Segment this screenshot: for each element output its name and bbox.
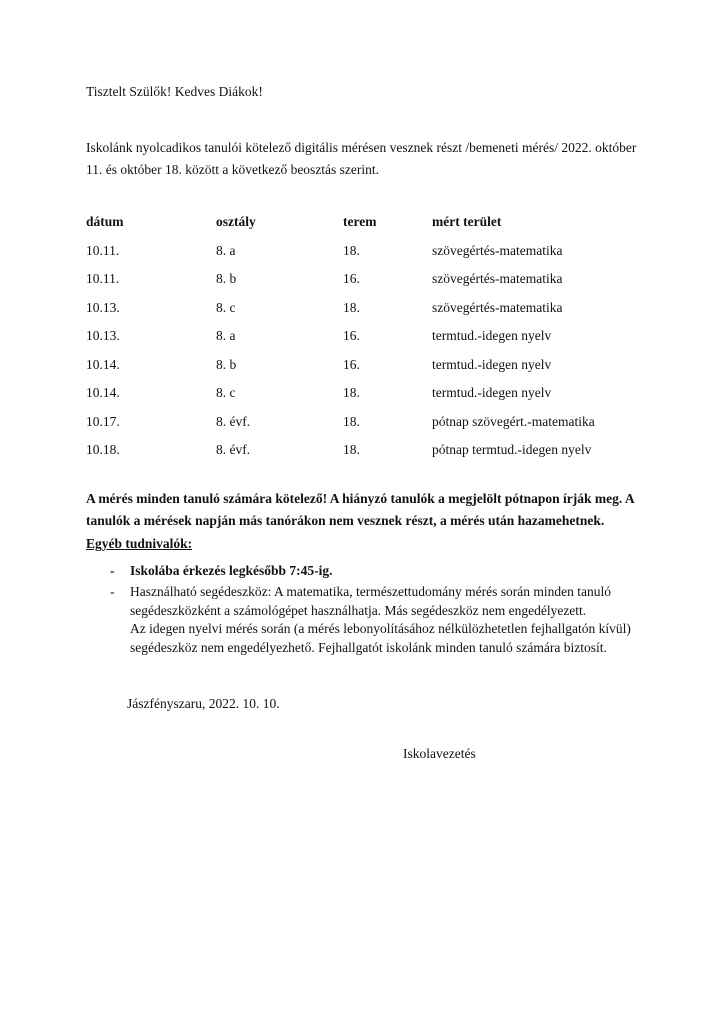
table-cell: pótnap szövegért.-matematika — [432, 413, 595, 429]
table-row — [86, 322, 646, 351]
bullet-paragraph: Iskolába érkezés legkésőbb 7:45-ig. — [130, 562, 333, 578]
notice-paragraph: A mérés minden tanuló számára kötelező! A hiányzó tanulók a megjelölt pótnapon írják meg. A tanulók a mérések napján más tanórákon nem vesznek részt, a mérés után hazamehetnek. — [86, 490, 634, 528]
table-cell: 16. — [343, 356, 360, 372]
table-cell: 10.13. — [86, 299, 120, 315]
table-cell: 10.11. — [86, 271, 120, 287]
bullet-paragraph: Az idegen nyelvi mérés során (a mérés lebonyolításához nélkülözhetetlen fejhallgatón kívül) segédeszköz nem engedélyezhető. Fejhallgatót iskolánk minden tanuló számára biztosít. — [130, 621, 631, 655]
column-header-mert-terulet: mért terület — [432, 214, 502, 230]
schedule-table-body — [86, 237, 646, 465]
column-header-datum: dátum — [86, 214, 124, 230]
greeting-line: Tisztelt Szülők! Kedves Diákok! — [86, 84, 263, 99]
table-cell: szövegértés-matematika — [432, 242, 563, 258]
list-item-arrival — [86, 562, 646, 581]
table-row — [86, 237, 646, 266]
table-cell: pótnap termtud.-idegen nyelv — [432, 442, 592, 458]
schedule-table — [86, 208, 646, 465]
other-info-heading: Egyéb tudnivalók: — [86, 535, 193, 551]
signature: Iskolavezetés — [403, 746, 476, 761]
table-cell: 10.13. — [86, 328, 120, 344]
table-cell: 18. — [343, 442, 360, 458]
table-row — [86, 408, 646, 437]
table-cell: 10.14. — [86, 385, 120, 401]
date-line: Jászfényszaru, 2022. 10. 10. — [127, 696, 280, 711]
table-row — [86, 379, 646, 408]
table-cell: 8. a — [216, 328, 236, 344]
bullet-marker: - — [110, 562, 115, 578]
table-row — [86, 351, 646, 380]
table-cell: 10.11. — [86, 242, 120, 258]
table-header-row — [86, 208, 646, 237]
bullet-paragraph: Használható segédeszköz: A matematika, természettudomány mérés során minden tanuló segédeszközként a számológépet használhatja. Más segédeszköz nem engedélyezett. — [130, 584, 611, 618]
table-cell: 8. a — [216, 242, 236, 258]
table-cell: termtud.-idegen nyelv — [432, 385, 552, 401]
table-row — [86, 294, 646, 323]
table-cell: 16. — [343, 271, 360, 287]
table-row — [86, 265, 646, 294]
list-item-tools — [86, 583, 646, 657]
table-cell: 10.14. — [86, 356, 120, 372]
table-cell: 8. b — [216, 356, 237, 372]
table-cell: 18. — [343, 413, 360, 429]
bullet-marker: - — [110, 584, 115, 599]
table-cell: 8. évf. — [216, 413, 251, 429]
table-cell: 16. — [343, 328, 360, 344]
table-cell: 8. c — [216, 299, 236, 315]
other-info-list — [86, 562, 646, 658]
table-cell: 8. b — [216, 271, 237, 287]
column-header-terem: terem — [343, 214, 377, 230]
table-cell: szövegértés-matematika — [432, 299, 563, 315]
table-cell: szövegértés-matematika — [432, 271, 563, 287]
table-cell: 10.17. — [86, 413, 120, 429]
table-cell: 18. — [343, 299, 360, 315]
table-cell: termtud.-idegen nyelv — [432, 328, 552, 344]
intro-paragraph: Iskolánk nyolcadikos tanulói kötelező digitális mérésen vesznek részt /bemeneti mérés/ 2022. október 11. és október 18. között a következő beosztás szerint. — [86, 140, 637, 177]
table-cell: 8. évf. — [216, 442, 251, 458]
table-cell: 18. — [343, 242, 360, 258]
column-header-osztaly: osztály — [216, 214, 256, 230]
table-row — [86, 436, 646, 465]
table-cell: termtud.-idegen nyelv — [432, 356, 552, 372]
table-cell: 18. — [343, 385, 360, 401]
table-cell: 8. c — [216, 385, 236, 401]
table-cell: 10.18. — [86, 442, 120, 458]
